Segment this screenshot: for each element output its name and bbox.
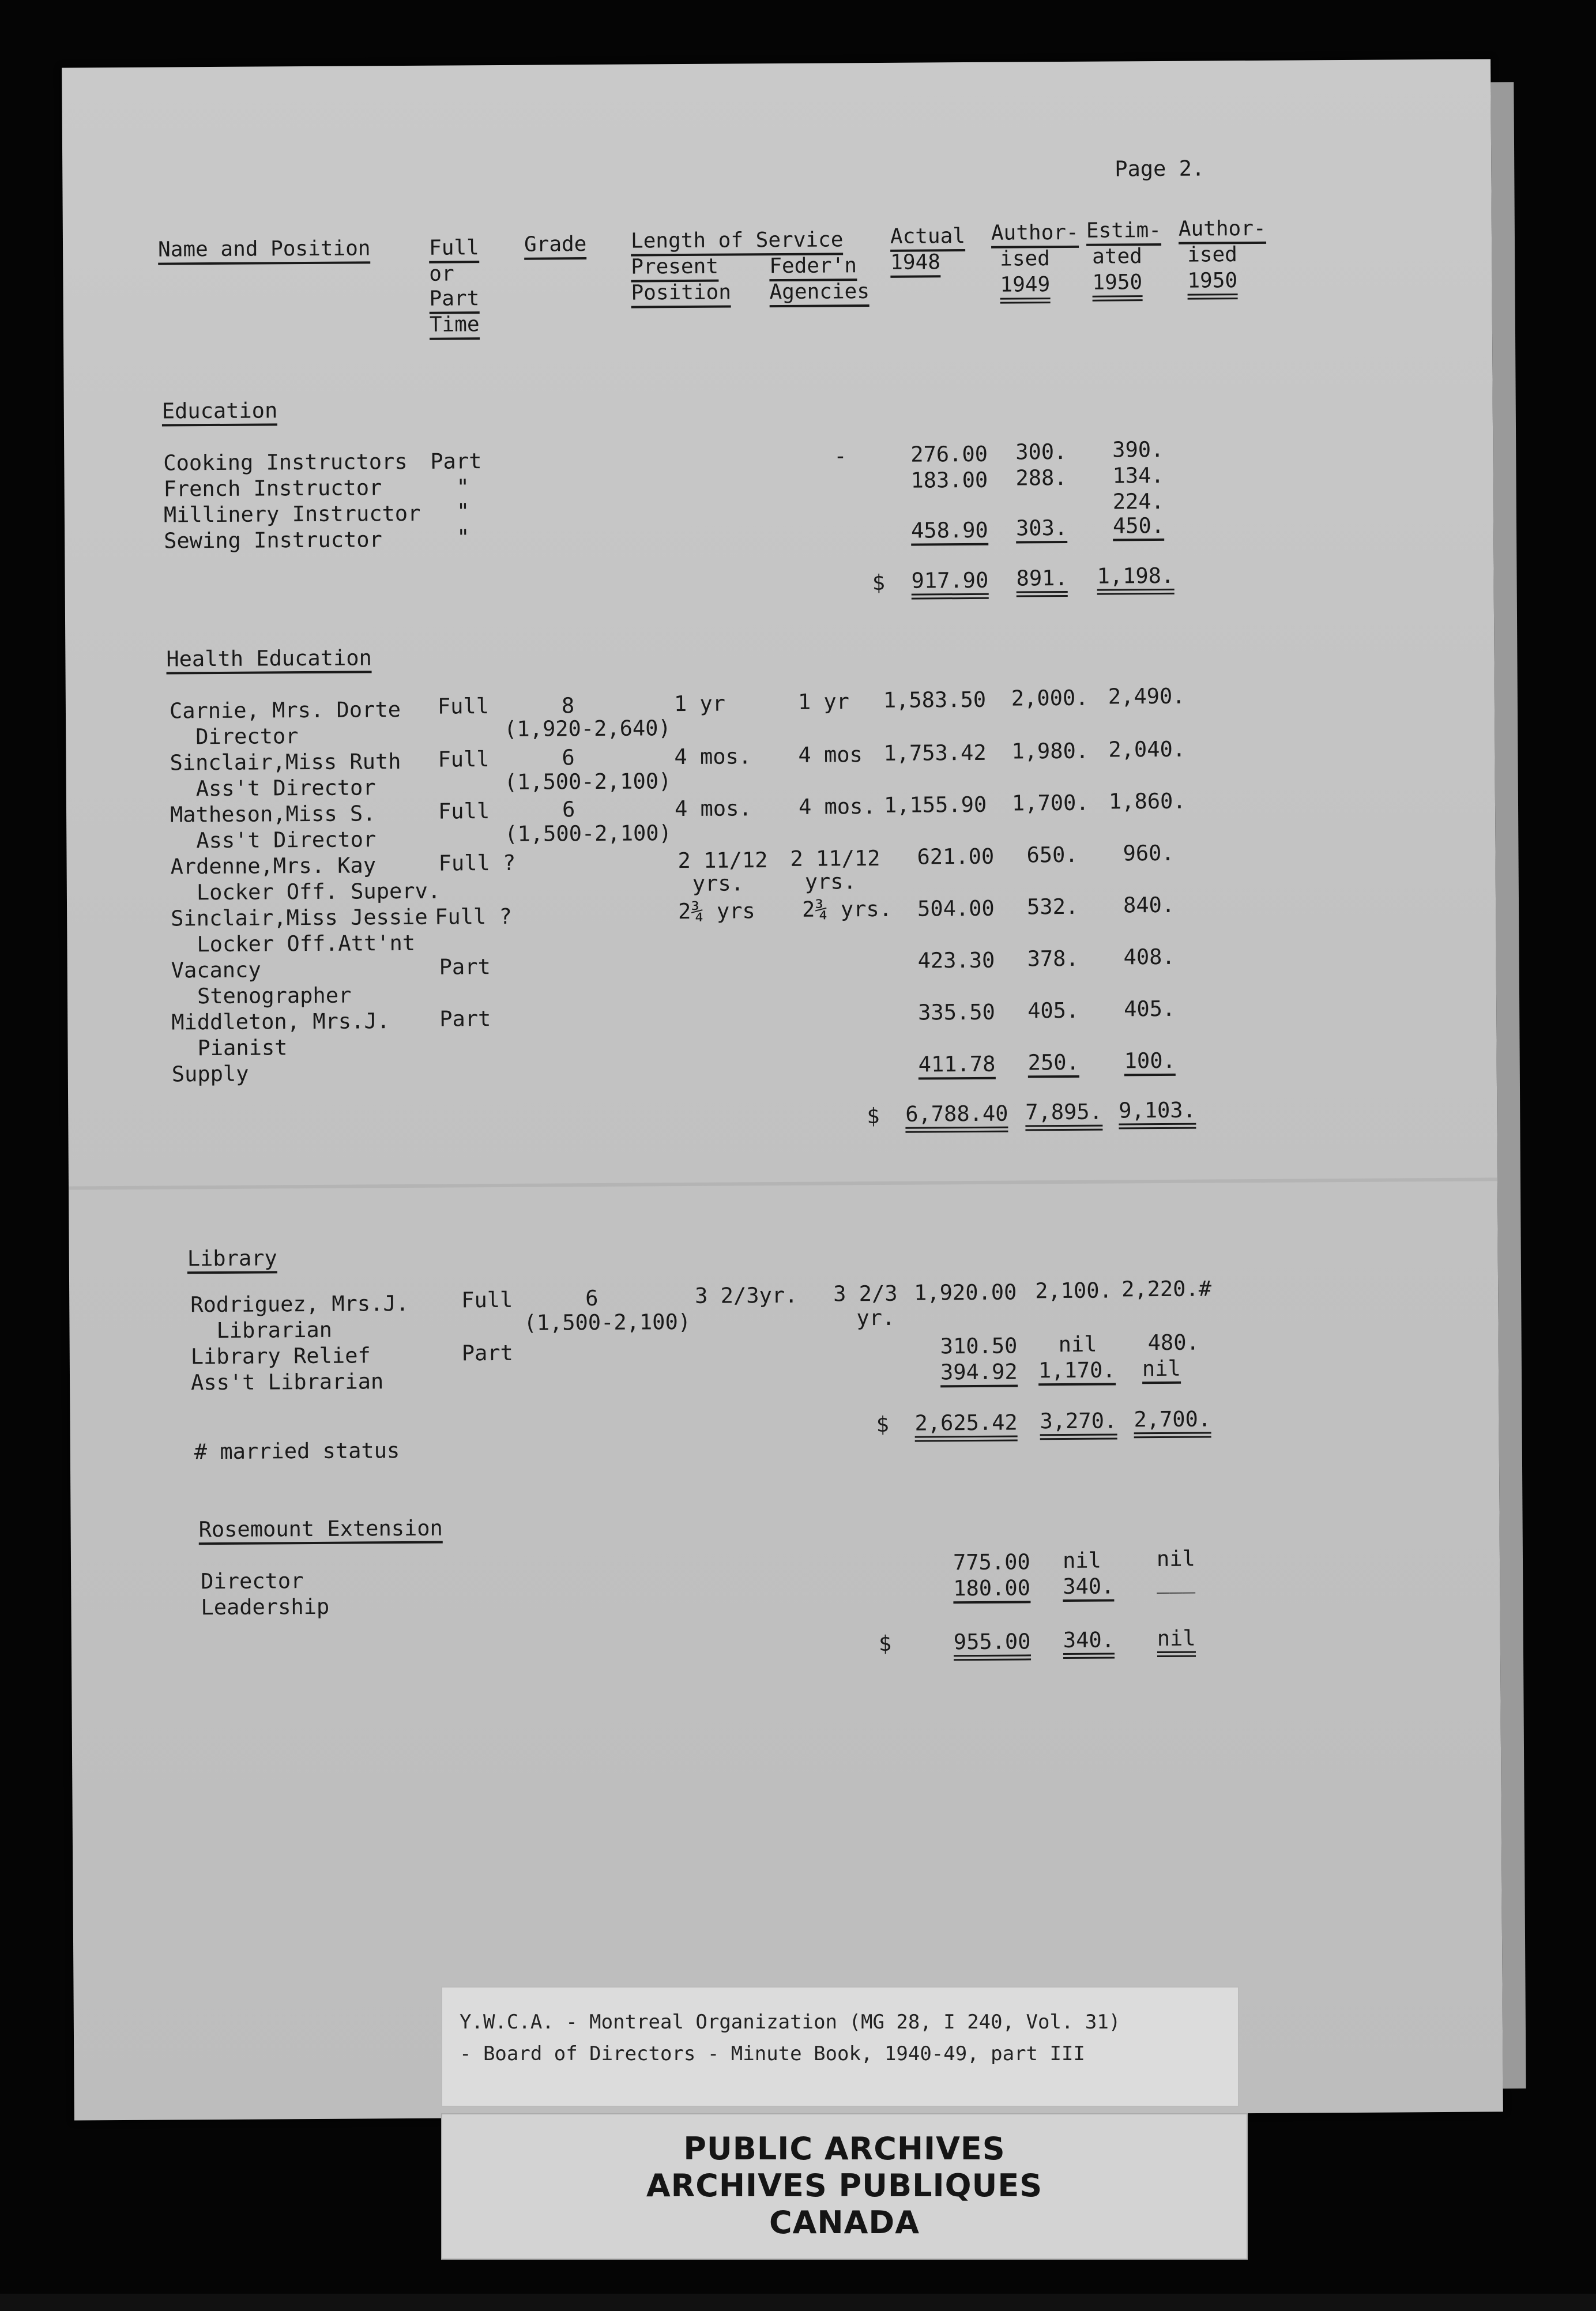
row-name: Director [201, 1568, 304, 1594]
row-authorised-1949: 405. [1027, 998, 1079, 1023]
header-name-position: Name and Position [158, 236, 371, 265]
film-bottom-strip [0, 2294, 1596, 2311]
row-federation: 3 2/3 [833, 1281, 898, 1307]
row-actual-1948: 1,753.42 [883, 740, 987, 766]
row-authorised-1949: 532. [1026, 894, 1079, 920]
row-present: 1 yr [673, 691, 726, 717]
row-grade-range: (1,500-2,100) [505, 820, 672, 846]
row-estimated-1950: 840. [1123, 892, 1175, 918]
row-full-part: Full [438, 747, 490, 772]
row-estimated-1950: 134. [1112, 462, 1164, 488]
header-actual-year: 1948 [890, 250, 940, 278]
education-total-symbol: $ [872, 570, 886, 596]
row-subtitle: Librarian [216, 1317, 333, 1343]
page-edge [1490, 82, 1526, 2088]
row-name: Library Relief [190, 1343, 371, 1369]
row-authorised-1949: 250. [1028, 1050, 1079, 1078]
rosemount-total-authorised: 340. [1063, 1628, 1115, 1659]
library-total-actual: 2,625.42 [914, 1410, 1018, 1442]
row-estimated-1950: 1,860. [1108, 788, 1186, 814]
page-label: Page 2. [1115, 156, 1205, 182]
rosemount-total-actual: 955.00 [954, 1629, 1031, 1661]
archives-stamp [441, 2113, 1248, 2260]
page-fold [69, 1177, 1497, 1190]
header-part: Part [429, 286, 479, 314]
row-present: 4 mos. [674, 744, 752, 770]
row-federation: 2¾ yrs. [801, 896, 893, 922]
header-federn: Feder'n [769, 253, 857, 281]
row-subtitle: Pianist [197, 1035, 288, 1061]
row-full-part: Part [430, 449, 482, 474]
education-total-estimated: 1,198. [1097, 563, 1174, 595]
library-total-authorised: 3,270. [1040, 1408, 1117, 1440]
row-present: 3 2/3yr. [695, 1282, 798, 1308]
header-ised-1950: ised [1187, 243, 1237, 267]
row-subtitle: Stenographer [197, 983, 352, 1009]
row-estimated-1950: 100. [1124, 1048, 1176, 1077]
education-total-actual: 917.90 [911, 568, 988, 600]
row-name: Carnie, Mrs. Dorte [169, 697, 401, 724]
row-grade-range: (1,500-2,100) [524, 1309, 691, 1335]
row-name: Leadership [201, 1594, 330, 1620]
row-estimated-1950: 408. [1123, 944, 1175, 970]
row-actual-1948: 621.00 [917, 844, 995, 870]
row-actual-1948: 183.00 [910, 467, 988, 493]
row-actual-1948: 310.50 [940, 1333, 1018, 1359]
row-estimated-1950: nil [1142, 1356, 1181, 1384]
row-estimated-1950: 2,040. [1108, 736, 1186, 762]
row-full-part: Full [437, 694, 490, 719]
archives-stamp-line-2: ARCHIVES PUBLIQUES [646, 2167, 1043, 2204]
row-authorised-1949: 1,700. [1011, 790, 1089, 816]
row-name: Cooking Instructors [163, 449, 408, 476]
row-actual-1948: 1,920.00 [914, 1279, 1017, 1305]
health-total-authorised: 7,895. [1025, 1100, 1102, 1131]
row-subtitle: Ass't Director [195, 775, 376, 801]
health-total-estimated: 9,103. [1119, 1098, 1196, 1130]
section-title-education: Education [162, 398, 278, 426]
header-actual: Actual [890, 224, 965, 252]
row-actual-1948: 335.50 [918, 999, 995, 1025]
row-authorised-1949: nil [1058, 1331, 1097, 1357]
row-name: Ardenne,Mrs. Kay [170, 853, 377, 879]
row-subtitle: Locker Off.Att'nt [197, 930, 416, 957]
row-actual-1948: 1,583.50 [883, 687, 987, 713]
row-grade-range: (1,920-2,640) [504, 716, 671, 742]
row-federation: 4 mos. [798, 794, 876, 819]
row-present-unit: yrs. [692, 871, 744, 896]
row-authorised-1949: 288. [1015, 465, 1067, 491]
row-name: Sinclair,Miss Ruth [170, 749, 401, 776]
row-federation-unit: yr. [856, 1305, 895, 1331]
library-total-estimated: 2,700. [1134, 1406, 1211, 1438]
row-grade: 8 [561, 693, 575, 718]
row-authorised-1949: 340. [1063, 1574, 1114, 1602]
row-full-part: Full [438, 799, 490, 824]
section-title-library: Library [187, 1245, 277, 1274]
row-present: 2¾ yrs [677, 898, 755, 924]
row-full-part: Full ? [435, 904, 512, 929]
header-grade: Grade [524, 232, 587, 260]
row-present: 4 mos. [674, 796, 752, 822]
row-name: Vacancy [171, 957, 261, 983]
row-estimated-1950: 450. [1113, 513, 1164, 541]
row-grade: 6 [562, 797, 575, 822]
archive-reference-label [441, 1986, 1239, 2107]
row-actual-1948: 180.00 [953, 1575, 1030, 1604]
row-subtitle: Director [195, 724, 299, 750]
row-actual-1948: 775.00 [953, 1549, 1030, 1575]
row-federation: 4 mos [798, 742, 863, 767]
header-position: Position [631, 280, 731, 308]
row-authorised-1949: nil [1062, 1548, 1101, 1574]
row-subtitle: Ass't Librarian [190, 1369, 384, 1395]
row-actual-1948: 394.92 [940, 1360, 1018, 1388]
row-estimated-1950: 224. [1112, 488, 1165, 514]
header-authorised-1949: Author- [991, 220, 1079, 249]
archive-label-line-2: - Board of Directors - Minute Book, 1940-49, part III [460, 2042, 1085, 2065]
section-title-rosemount-extension: Rosemount Extension [199, 1516, 443, 1545]
row-federation-unit: yrs. [804, 869, 857, 894]
row-authorised-1949: 1,170. [1038, 1357, 1116, 1386]
header-agencies: Agencies [769, 279, 869, 307]
education-total-authorised: 891. [1016, 566, 1067, 597]
row-subtitle: Ass't Director [196, 827, 377, 853]
row-actual-1948: 1,155.90 [883, 792, 987, 818]
section-title-health-education: Health Education [166, 645, 372, 674]
rosemount-total-estimated: nil [1157, 1626, 1196, 1657]
row-full-part: " [456, 499, 470, 524]
health-total-actual: 6,788.40 [905, 1101, 1008, 1133]
row-full-part: Full [461, 1287, 513, 1313]
row-estimated-1950: ___ [1157, 1568, 1196, 1594]
row-full-part: Part [439, 1006, 491, 1032]
row-name: French Instructor [163, 475, 382, 502]
row-estimated-1950: 405. [1124, 996, 1176, 1022]
header-time: Time [430, 312, 480, 340]
row-name: Rodriguez, Mrs.J. [190, 1290, 409, 1318]
row-authorised-1949: 1,980. [1011, 738, 1089, 764]
row-estimated-1950: 960. [1123, 840, 1175, 866]
row-authorised-1949: 378. [1027, 946, 1079, 972]
archives-stamp-line-1: PUBLIC ARCHIVES [683, 2131, 1006, 2167]
header-year-1949: 1949 [1000, 272, 1050, 304]
row-name: Middleton, Mrs.J. [171, 1008, 390, 1035]
library-total-symbol: $ [876, 1412, 889, 1437]
row-authorised-1949: 300. [1015, 439, 1067, 465]
row-actual-1948: 411.78 [919, 1052, 996, 1080]
row-name: Matheson,Miss S. [170, 801, 376, 827]
row-grade: 6 [585, 1285, 598, 1311]
row-estimated-1950: 390. [1112, 436, 1164, 462]
header-year-1950-auth: 1950 [1187, 268, 1237, 300]
row-federation: 1 yr [797, 689, 850, 714]
row-actual-1948: 458.90 [911, 518, 988, 546]
row-authorised-1949: 2,000. [1011, 685, 1089, 711]
row-estimated-1950: 480. [1147, 1330, 1199, 1356]
header-or: or [429, 262, 454, 286]
row-name: Sinclair,Miss Jessie [171, 904, 428, 931]
row-mark: - [834, 443, 847, 469]
health-total-symbol: $ [867, 1103, 880, 1129]
row-name: Sewing Instructor [164, 527, 382, 554]
header-ised-1949: ised [1000, 247, 1051, 271]
rosemount-total-symbol: $ [878, 1631, 892, 1656]
row-actual-1948: 504.00 [917, 895, 995, 921]
header-estimated: Estim- [1086, 218, 1161, 246]
document-page [62, 59, 1503, 2120]
row-present: 2 11/12 [677, 848, 768, 874]
row-grade-range: (1,500-2,100) [504, 769, 672, 795]
row-name: Millinery Instructor [163, 500, 421, 528]
row-authorised-1949: 2,100. [1035, 1278, 1112, 1304]
row-full-part: " [456, 475, 470, 500]
header-ated: ated [1092, 244, 1143, 269]
row-actual-1948: 423.30 [917, 947, 995, 973]
header-authorised-1950: Author- [1179, 216, 1266, 244]
row-subtitle: Locker Off. Superv. [196, 878, 441, 905]
row-grade: 6 [562, 745, 575, 770]
archive-label-line-1: Y.W.C.A. - Montreal Organization (MG 28, I 240, Vol. 31) [460, 2011, 1121, 2034]
row-name: Supply [171, 1061, 249, 1087]
header-year-1950-est: 1950 [1092, 270, 1142, 302]
row-full-part: Part [439, 954, 491, 980]
row-estimated-1950: nil [1156, 1546, 1195, 1572]
row-full-part: Full ? [438, 850, 516, 876]
row-authorised-1949: 650. [1026, 842, 1078, 868]
archives-stamp-line-3: CANADA [769, 2204, 920, 2241]
row-estimated-1950: 2,220.# [1121, 1276, 1212, 1302]
row-full-part: " [457, 525, 470, 550]
header-length-of-service: Length of Service [631, 227, 844, 256]
row-authorised-1949: 303. [1016, 515, 1067, 544]
row-full-part: Part [461, 1340, 514, 1366]
header-present: Present [631, 254, 718, 283]
row-estimated-1950: 2,490. [1108, 683, 1185, 709]
header-full: Full [429, 235, 479, 264]
row-federation: 2 11/12 [790, 845, 880, 871]
library-footnote: # married status [194, 1438, 400, 1465]
row-actual-1948: 276.00 [910, 441, 988, 467]
